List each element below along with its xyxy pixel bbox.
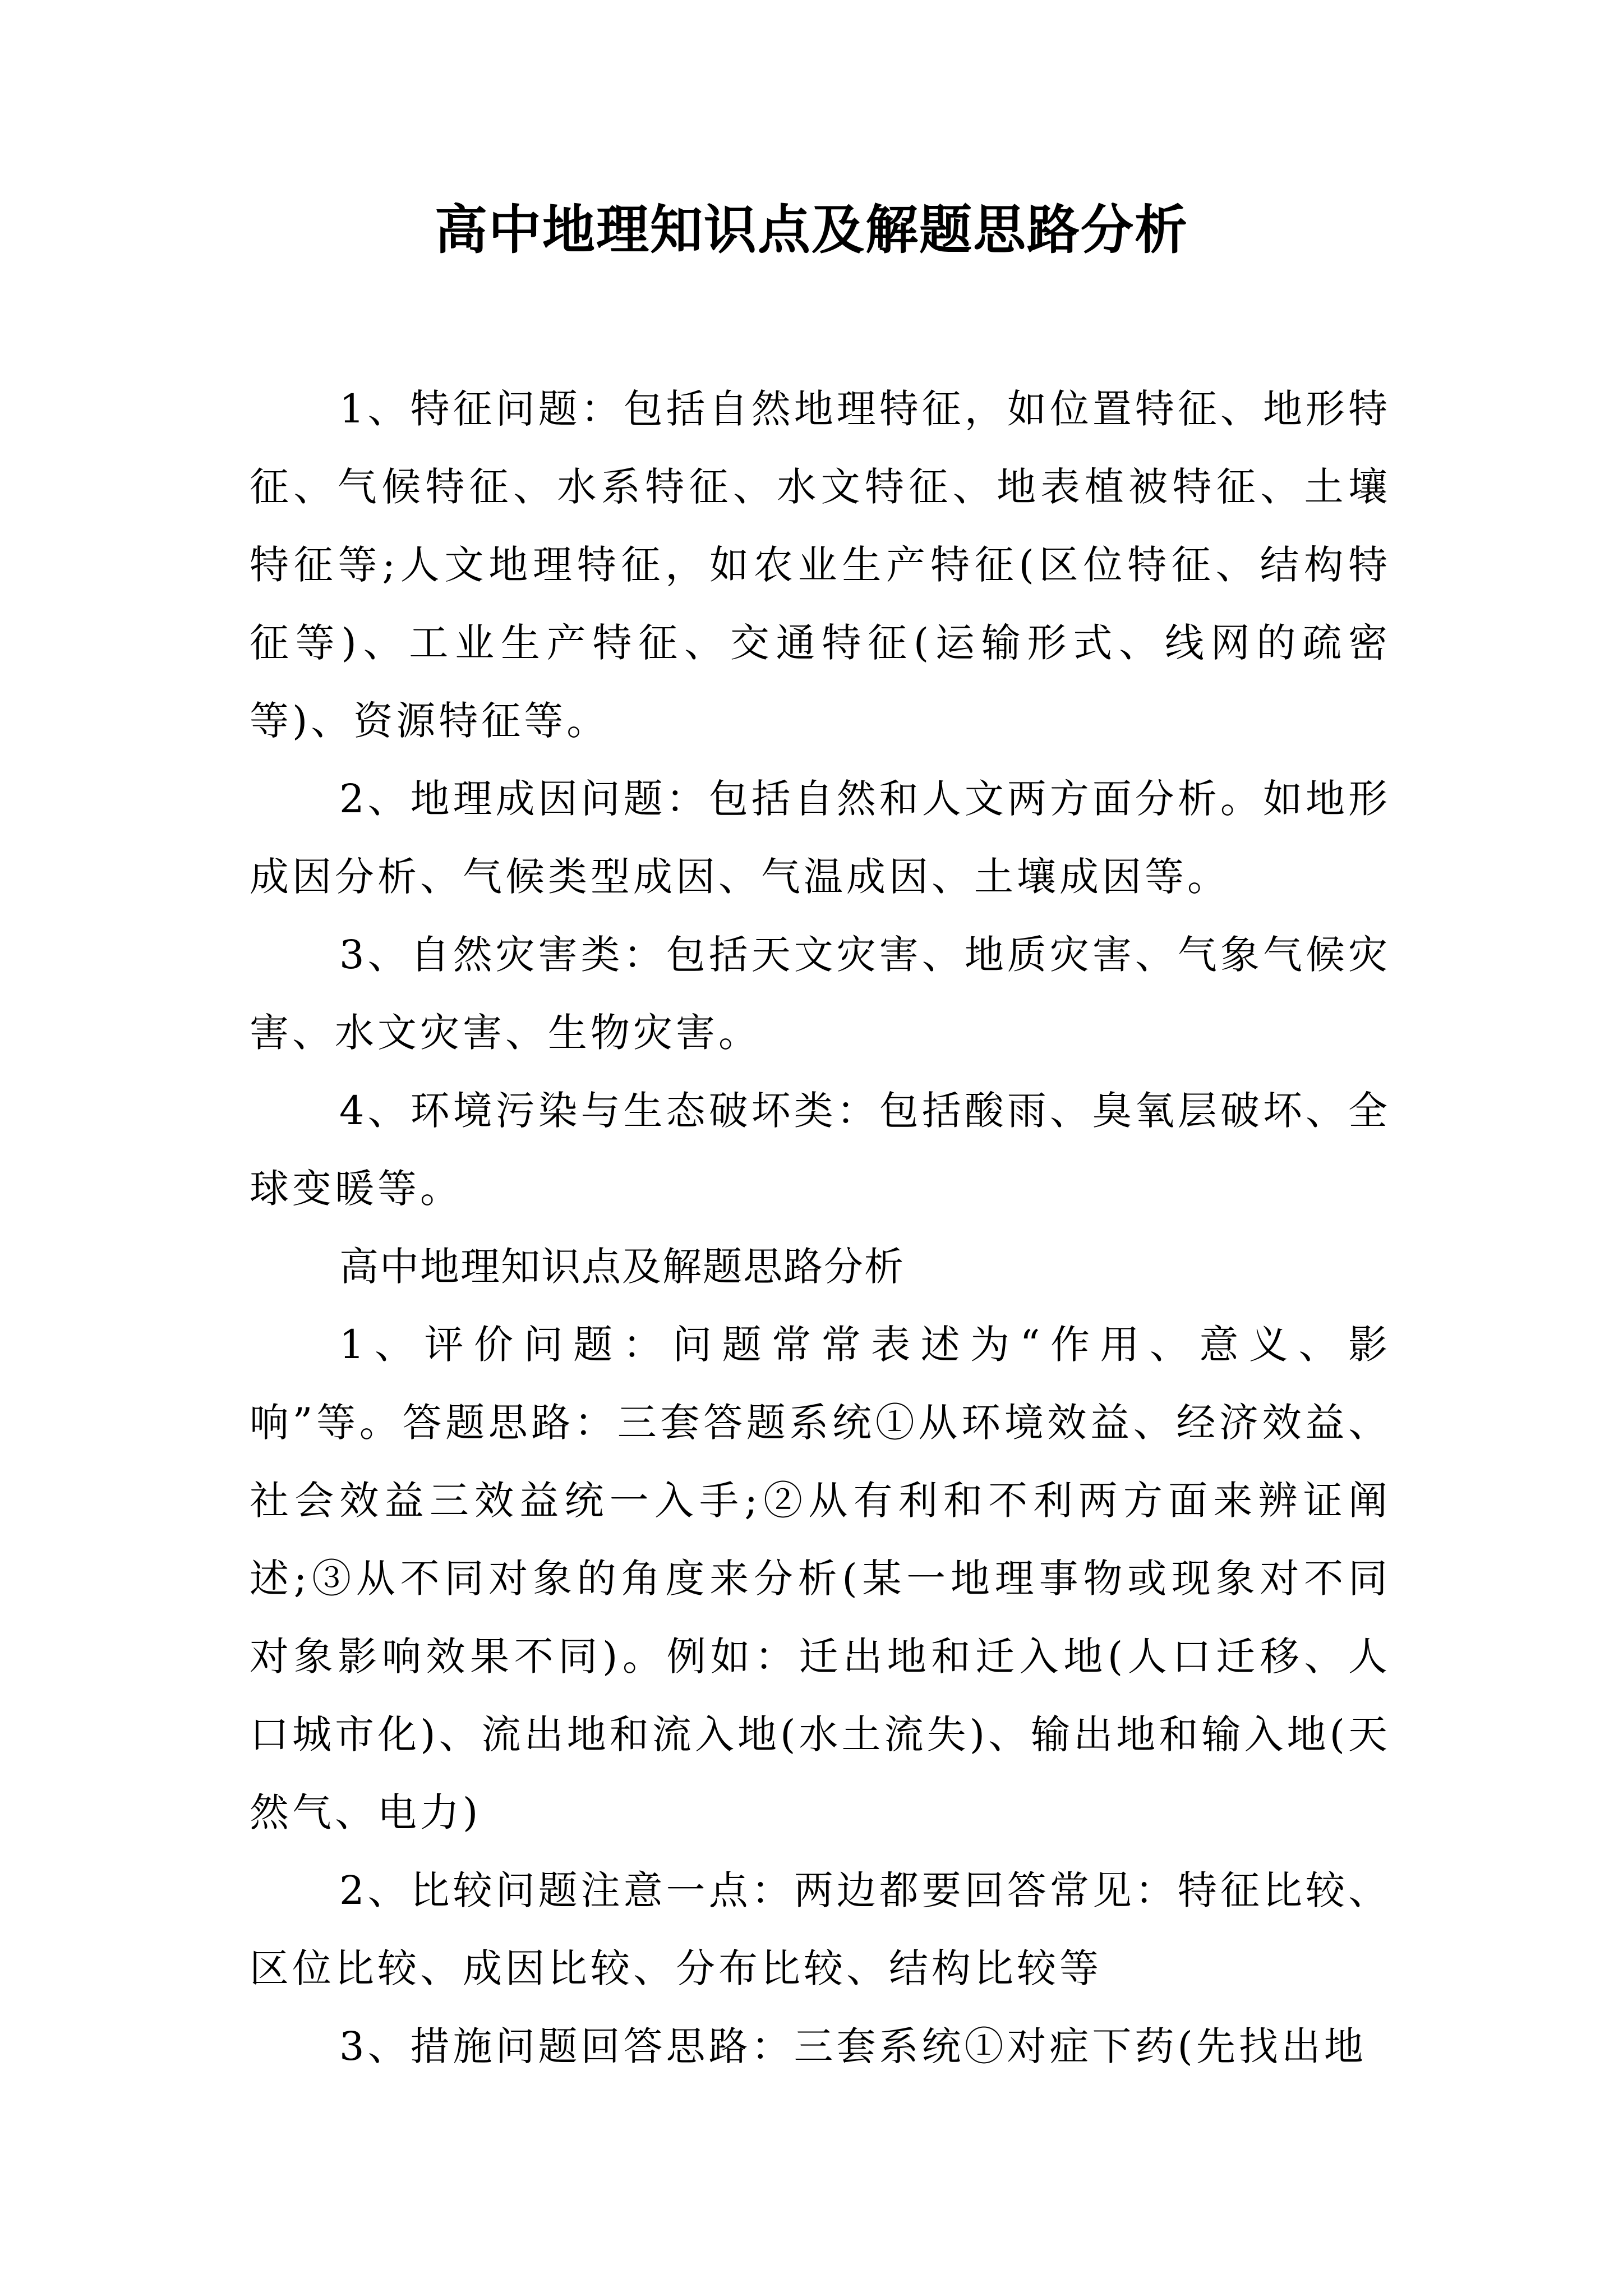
document-body — [250, 370, 1391, 2086]
paragraph-characteristics: 1、特征问题：包括自然地理特征，如位置特征、地形特征、气候特征、水系特征、水文特征、地表植被特征、土壤特征等;人文地理特征，如农业生产特征(区位特征、结构特征等)、工业生产特征、交通特征(运输形式、线网的疏密等)、资源特征等。 — [250, 386, 1391, 744]
paragraph-causes: 2、地理成因问题：包括自然和人文两方面分析。如地形成因分析、气候类型成因、气温成因、土壤成因等。 — [250, 776, 1391, 900]
paragraph-comparison: 2、比较问题注意一点：两边都要回答常见：特征比较、区位比较、成因比较、分布比较、结构比较等 — [250, 1867, 1391, 1991]
paragraph-evaluation: 1、评价问题：问题常常表述为“作用、意义、影响”等。答题思路：三套答题系统①从环境效益、经济效益、社会效益三效益统一入手;②从有利和不利两方面来辨证阐述;③从不同对象的角度来分析(某一地理事物或现象对不同对象影响效果不同)。例如：迁出地和迁入地(人口迁移、人口城市化)、流出地和流入地(水土流失)、输出地和输入地(天然气、电力) — [250, 1322, 1391, 1835]
paragraph-environment: 4、环境污染与生态破坏类：包括酸雨、臭氧层破坏、全球变暖等。 — [250, 1088, 1391, 1212]
paragraph-natural-disasters: 3、自然灾害类：包括天文灾害、地质灾害、气象气候灾害、水文灾害、生物灾害。 — [250, 932, 1391, 1056]
document-title: 高中地理知识点及解题思路分析 — [434, 199, 1188, 261]
section-heading: 高中地理知识点及解题思路分析 — [339, 1244, 905, 1290]
paragraph-measures: 3、措施问题回答思路：三套系统①对症下药(先找出地 — [339, 2023, 1367, 2069]
